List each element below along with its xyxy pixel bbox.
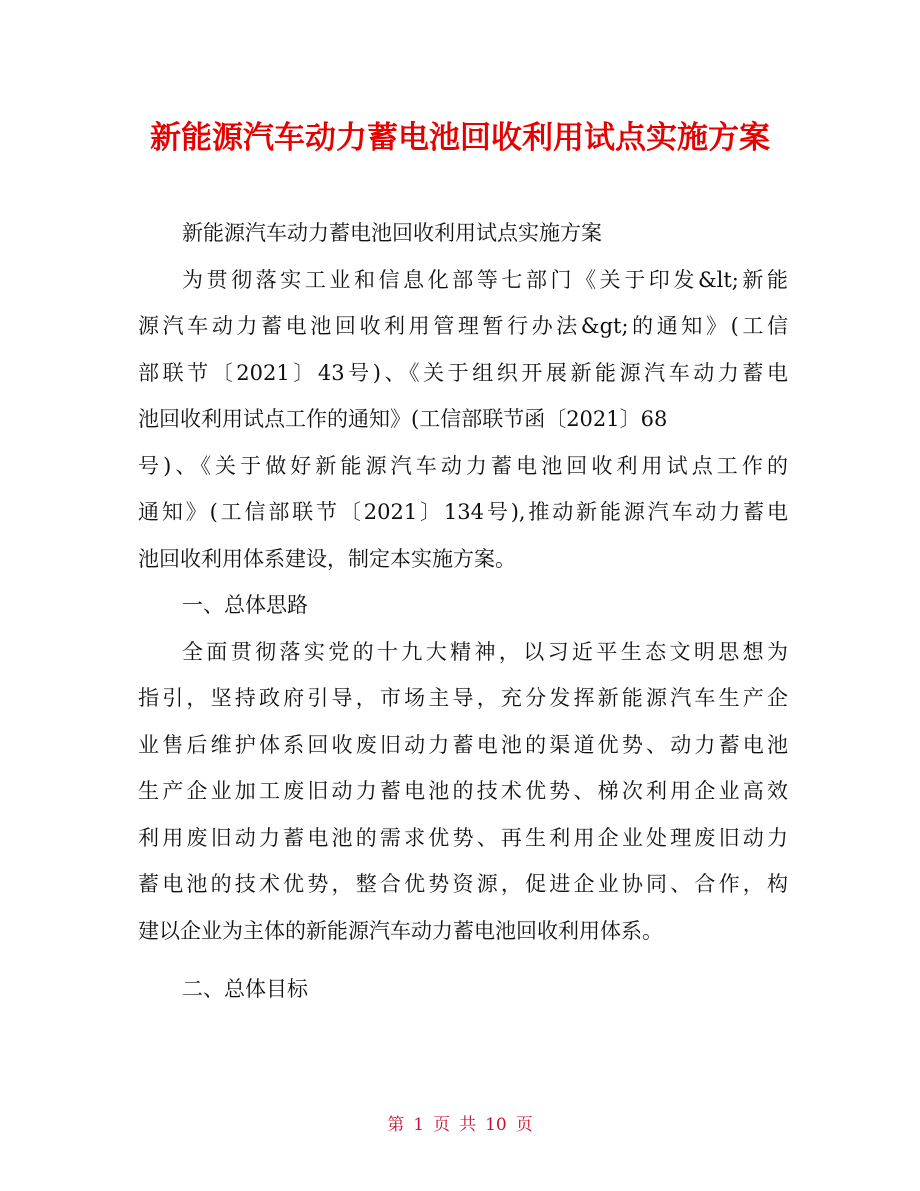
footer-page-word: 第 xyxy=(387,1115,405,1135)
body-line-subtitle: 新能源汽车动力蓄电池回收利用试点实施方案 xyxy=(182,221,602,245)
section-heading: 二、总体目标 xyxy=(182,977,308,1001)
body-line: 号)、《关于做好新能源汽车动力蓄电池回收利用试点工作的 xyxy=(138,453,788,478)
footer-page-number: 1 xyxy=(413,1115,425,1135)
body-line: 全面贯彻落实党的十九大精神，以习近平生态文明思想为 xyxy=(182,639,788,664)
body-line: 池回收利用试点工作的通知》(工信部联节函〔2021〕68 xyxy=(138,407,668,431)
footer-total-pages: 10 xyxy=(485,1115,507,1135)
body-line: 通知》(工信部联节〔2021〕134号),推动新能源汽车动力蓄电 xyxy=(138,500,788,524)
document-title: 新能源汽车动力蓄电池回收利用试点实施方案 xyxy=(150,120,770,156)
body-line: 为贯彻落实工业和信息化部等七部门《关于印发&lt;新能 xyxy=(182,267,788,292)
page-footer xyxy=(0,1113,920,1137)
body-line: 蓄电池的技术优势，整合优势资源，促进企业协同、合作，构 xyxy=(138,872,788,896)
footer-total-word: 共 xyxy=(459,1115,477,1135)
body-line: 指引，坚持政府引导，市场主导，充分发挥新能源汽车生产企 xyxy=(138,686,788,710)
body-line: 利用废旧动力蓄电池的需求优势、再生利用企业处理废旧动力 xyxy=(138,825,788,850)
body-line: 部联节〔2021〕43号)、《关于组织开展新能源汽车动力蓄电 xyxy=(138,360,788,385)
footer-total-unit: 页 xyxy=(515,1115,533,1135)
body-line: 池回收利用体系建设，制定本实施方案。 xyxy=(138,546,516,571)
footer-page-unit: 页 xyxy=(433,1115,451,1135)
body-line: 生产企业加工废旧动力蓄电池的技术优势、梯次利用企业高效 xyxy=(138,779,788,803)
document-body xyxy=(138,210,788,1013)
section-heading: 一、总体思路 xyxy=(182,593,308,617)
body-line: 业售后维护体系回收废旧动力蓄电池的渠道优势、动力蓄电池 xyxy=(138,732,788,757)
body-line: 源汽车动力蓄电池回收利用管理暂行办法&gt;的通知》(工信 xyxy=(138,314,788,338)
body-line: 建以企业为主体的新能源汽车动力蓄电池回收利用体系。 xyxy=(138,918,663,943)
